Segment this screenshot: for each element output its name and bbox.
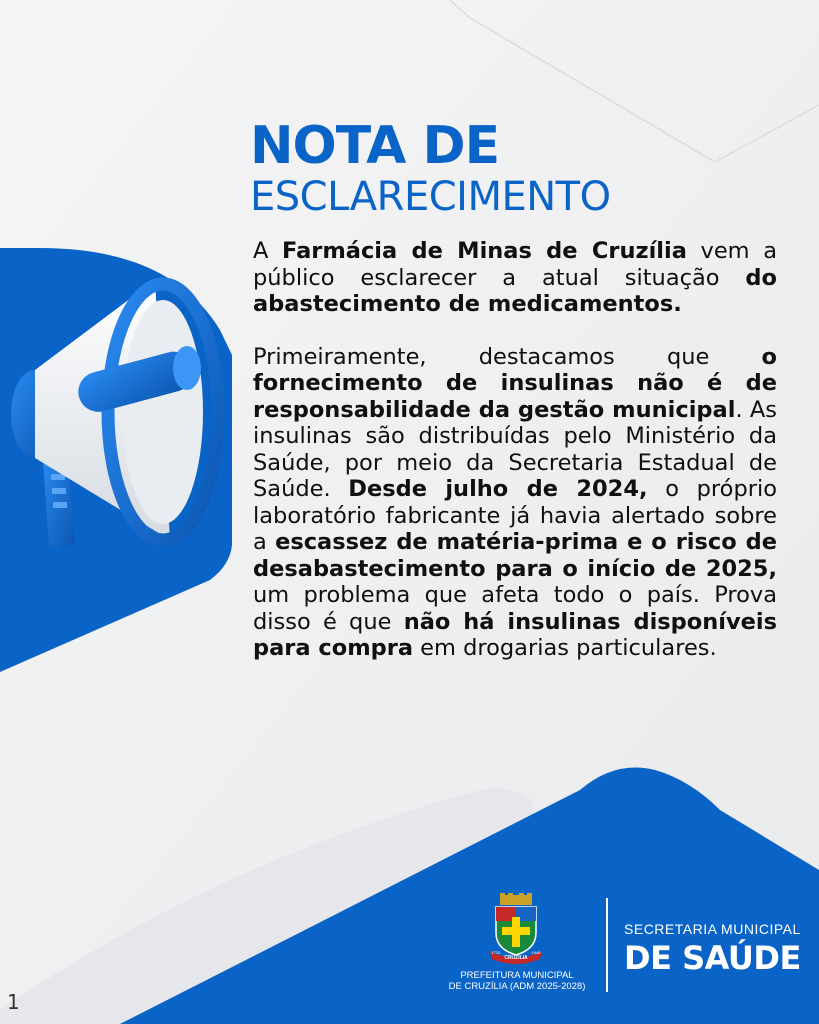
title-block xyxy=(250,118,611,220)
crest-year-right: 1948 xyxy=(531,950,541,955)
footer-divider xyxy=(606,898,608,992)
page-number: 1 xyxy=(7,990,20,1014)
paragraph-intro xyxy=(253,238,777,318)
text: A xyxy=(253,238,283,264)
bold-text: Farmácia de Minas de Cruzília xyxy=(282,238,687,264)
prefeitura-label xyxy=(430,970,604,992)
megaphone-icon xyxy=(5,262,230,554)
text: vem a público esclarecer a atual situação xyxy=(253,238,777,291)
bold-text: Desde julho de 2024, xyxy=(348,476,648,502)
text: . As insulinas são distribuídas pelo Ministério da Saúde, por meio da Secretaria Estadual de Saúde. xyxy=(253,396,778,502)
secretaria-line1: SECRETARIA MUNICIPAL xyxy=(624,921,801,937)
text: Primeiramente, destacamos que xyxy=(253,343,762,370)
bold-text: não há insulinas disponíveis para compra xyxy=(253,608,777,661)
secretaria-label xyxy=(624,920,801,978)
text: o próprio laboratório fabricante já havia alertado sobre a xyxy=(253,476,778,555)
prefeitura-line2: DE CRUZÍLIA (ADM 2025-2028) xyxy=(448,981,586,992)
announcement-body xyxy=(253,238,777,662)
secretaria-line2: DE SAÚDE xyxy=(624,939,801,977)
prefeitura-line1: PREFEITURA MUNICIPAL xyxy=(460,970,574,981)
title-main: NOTA DE xyxy=(250,116,500,176)
text: um problema que afeta todo o país. Prova disso é que xyxy=(253,582,777,635)
bold-text: do abastecimento de medicamentos. xyxy=(253,264,777,317)
bold-text: o fornecimento de insulinas não é de responsabilidade da gestão municipal xyxy=(253,343,777,423)
coat-of-arms-icon xyxy=(488,893,544,965)
title-sub: ESCLARECIMENTO xyxy=(250,174,611,220)
bold-text: escassez de matéria-prima e o risco de desabastecimento para o início de 2025, xyxy=(253,529,777,582)
paragraph-details xyxy=(253,344,777,662)
crest-year-left: 1720 xyxy=(491,950,501,955)
text: em drogarias particulares. xyxy=(413,635,717,661)
crest-name: CRUZÍLIA xyxy=(504,955,528,961)
